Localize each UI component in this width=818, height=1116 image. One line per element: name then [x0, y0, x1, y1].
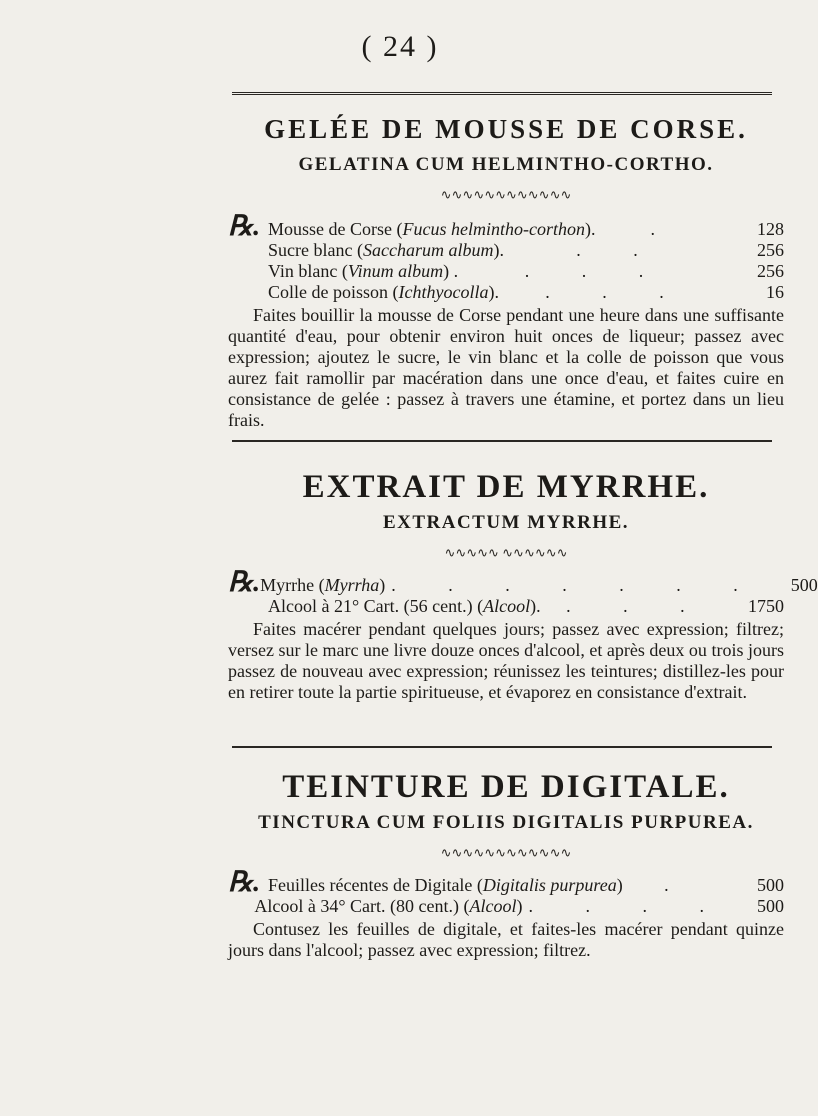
ingredient-row: [228, 596, 784, 617]
recipe-section-digitale: [228, 770, 784, 961]
ingredient-name: Alcool à 21° Cart. (56 cent.) (Alcool).: [268, 596, 541, 616]
ornament-divider: ∿∿∿∿∿∿∿∿∿∿∿∿: [440, 845, 572, 860]
ingredient-quantity: 256: [757, 261, 784, 281]
ingredient-row: [228, 567, 818, 598]
ingredient-row: [228, 896, 784, 917]
leader-dots: . .: [576, 240, 662, 260]
ornament-divider: ∿∿∿∿∿ ∿∿∿∿∿∿: [444, 545, 568, 560]
ingredient-row: [228, 261, 784, 282]
ingredient-row: [228, 867, 784, 898]
recipe-symbol: ℞.: [228, 211, 261, 242]
ingredient-name: Feuilles récentes de Digitale (Digitalis purpurea): [268, 875, 623, 895]
section-rule: [232, 440, 772, 442]
recipe-section-gelee: [228, 112, 784, 431]
page-number: ( 24 ): [361, 30, 439, 63]
header-rule: [232, 92, 772, 98]
ingredient-name: Alcool à 34° Cart. (80 cent.) (Alcool): [254, 896, 523, 916]
recipe-section-myrrhe: [228, 469, 818, 703]
ingredient-name: Vin blanc (Vinum album) .: [268, 261, 459, 281]
ingredient-row: [228, 211, 784, 242]
recipe-latin-title: EXTRACTUM MYRRHE.: [382, 512, 630, 533]
recipe-instructions: Faites macérer pendant quelques jours; passez avec expression; filtrez; versez sur le marc une livre douze onces d'alcool, et après deux ou trois jours passez de nouveau avec expression; réunissez les teintures; distillez-les pour en retirer toute la partie spiritueuse, et évaporez en consistance d'extrait.: [228, 619, 784, 702]
ingredient-name: Colle de poisson (Ichthyocolla).: [268, 282, 499, 302]
ingredient-list: [228, 567, 818, 617]
leader-dots: . . . . . . .: [391, 575, 762, 595]
ingredient-quantity: 16: [766, 282, 784, 302]
ingredient-quantity: 500: [790, 575, 818, 595]
ingredient-row: [228, 240, 784, 261]
leader-dots: . . .: [566, 596, 709, 616]
ingredient-name: Mousse de Corse (Fucus helmintho-corthon).: [268, 219, 596, 239]
ingredient-list: [228, 867, 784, 917]
leader-dots: .: [650, 219, 679, 239]
ingredient-quantity: 128: [757, 219, 784, 239]
ingredient-name: Sucre blanc (Saccharum album).: [268, 240, 504, 260]
section-rule: [232, 746, 772, 748]
leader-dots: . . .: [524, 261, 668, 281]
ingredient-list: [228, 211, 784, 303]
ingredient-quantity: 1750: [748, 596, 784, 616]
ingredient-quantity: 256: [757, 240, 784, 260]
leader-dots: .: [664, 875, 693, 895]
ingredient-row: [228, 282, 784, 303]
leader-dots: . . .: [545, 282, 688, 302]
recipe-symbol: ℞.: [228, 567, 261, 598]
recipe-latin-title: TINCTURA CUM FOLIIS DIGITALIS PURPUREA.: [258, 812, 754, 833]
recipe-symbol: ℞.: [228, 867, 261, 898]
ornament-divider: ∿∿∿∿∿∿∿∿∿∿∿∿: [440, 187, 572, 202]
ingredient-quantity: 500: [757, 875, 784, 895]
recipe-instructions: Contusez les feuilles de digitale, et faites-les macérer pendant quinze jours dans l'alcool; passez avec expression; filtrez.: [228, 919, 784, 960]
ingredient-name: Myrrhe (Myrrha): [260, 575, 386, 595]
recipe-instructions: Faites bouillir la mousse de Corse pendant une heure dans une suffisante quantité d'eau, pour obtenir environ huit onces de liqueur; passez avec expression; ajoutez le sucre, le vin blanc et la colle de poisson que vous aurez fait ramollir par macération dans une once d'eau, et faites cuire en consistance de gelée : passez à travers une étamine, et portez dans un lieu frais.: [228, 305, 784, 430]
leader-dots: . . . .: [528, 896, 728, 916]
recipe-title: EXTRAIT DE MYRRHE.: [302, 469, 710, 505]
recipe-title: TEINTURE DE DIGITALE.: [282, 769, 730, 805]
ingredient-quantity: 500: [757, 896, 784, 916]
recipe-latin-title: GELATINA CUM HELMINTHO-CORTHO.: [298, 154, 714, 175]
recipe-title: GELÉE DE MOUSSE DE CORSE.: [264, 114, 748, 144]
